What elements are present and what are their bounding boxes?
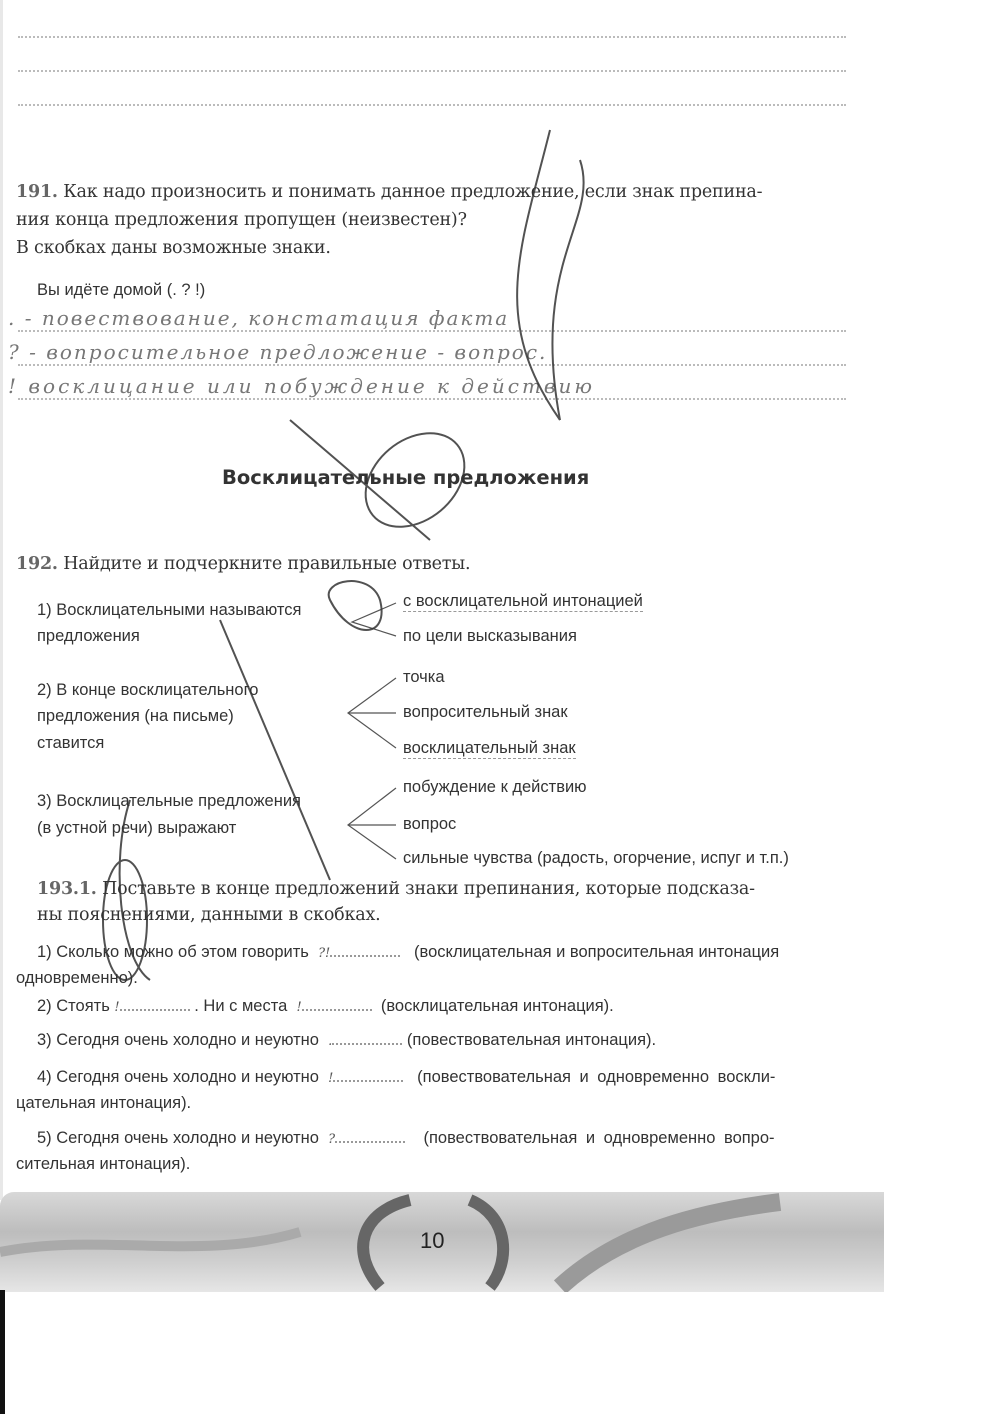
task-193-line2: ны пояснениями, данными в скобках. xyxy=(37,905,381,925)
handwritten-answer: ?! xyxy=(318,946,331,961)
example-sentence: Вы идёте домой (. ? !) xyxy=(37,281,206,299)
blank-field[interactable] xyxy=(120,997,190,1011)
handwritten-answer: . - повествование, констатация факта xyxy=(8,306,510,330)
option[interactable]: по цели высказывания xyxy=(403,627,577,645)
task-192-instruction: 192. Найдите и подчеркните правильные ответы. xyxy=(16,554,471,574)
scan-edge xyxy=(0,1290,5,1414)
task-number: 191. xyxy=(16,182,58,202)
page-number: 10 xyxy=(420,1228,445,1253)
blank-field[interactable] xyxy=(330,943,400,957)
task-193-line1: 193.1. Поставьте в конце предложений знаки препинания, которые подсказа- xyxy=(37,879,755,899)
sentence-1-cont: одновременно). xyxy=(16,969,138,987)
option[interactable]: сильные чувства (радость, огорчение, испуг и т.п.) xyxy=(403,849,789,867)
blank-field[interactable] xyxy=(335,1129,405,1143)
option[interactable]: вопросительный знак xyxy=(403,703,568,721)
option[interactable]: побуждение к действию xyxy=(403,778,587,796)
option-underlined[interactable]: с восклицательной интонацией xyxy=(403,592,643,610)
question-label: 2) В конце восклицательного xyxy=(37,681,259,699)
sentence-5-cont: сительная интонация). xyxy=(16,1155,191,1173)
task-191-line2: ния конца предложения пропущен (неизвестен)? xyxy=(16,210,467,230)
handwritten-scrawl xyxy=(103,130,584,980)
sentence-4: 4) Сегодня очень холодно и неуютно ! (повествовательная и одновременно воскли- xyxy=(37,1068,776,1086)
question-label: 1) Восклицательными называются xyxy=(37,601,302,619)
question-label: ставится xyxy=(37,734,105,752)
handwritten-answer: ? - вопросительное предложение - вопрос. xyxy=(8,340,548,364)
sentence-1: 1) Сколько можно об этом говорить ?! (восклицательная и вопросительная интонация xyxy=(37,943,780,961)
section-title: Восклицательные предложения xyxy=(222,466,590,489)
task-text: Как надо произносить и понимать данное предложение, если знак препина- xyxy=(63,182,763,202)
blank-field[interactable] xyxy=(332,1031,402,1045)
option[interactable]: вопрос xyxy=(403,815,457,833)
handwritten-answer: ! восклицание или побуждение к действию xyxy=(8,374,596,398)
blank-field[interactable] xyxy=(333,1068,403,1082)
sentence-4-cont: цательная интонация). xyxy=(16,1094,192,1112)
sentence-3: 3) Сегодня очень холодно и неуютно . (повествовательная интонация). xyxy=(37,1031,657,1049)
question-label: предложения xyxy=(37,627,140,645)
footer-band xyxy=(0,1192,884,1292)
sentence-5: 5) Сегодня очень холодно и неуютно ? (повествовательная и одновременно вопро- xyxy=(37,1129,775,1147)
blank-field[interactable] xyxy=(302,997,372,1011)
question-label: 3) Восклицательные предложения xyxy=(37,792,301,810)
option[interactable]: точка xyxy=(403,668,445,686)
task-191-line3: В скобках даны возможные знаки. xyxy=(16,238,331,258)
bracket-lines xyxy=(348,603,396,859)
question-label: предложения (на письме) xyxy=(37,707,234,725)
sentence-2: 2) Стоять ! . Ни с места ! (восклицательная интонация). xyxy=(37,997,614,1015)
question-label: (в устной речи) выражают xyxy=(37,819,237,837)
option-underlined[interactable]: восклицательный знак xyxy=(403,739,576,757)
